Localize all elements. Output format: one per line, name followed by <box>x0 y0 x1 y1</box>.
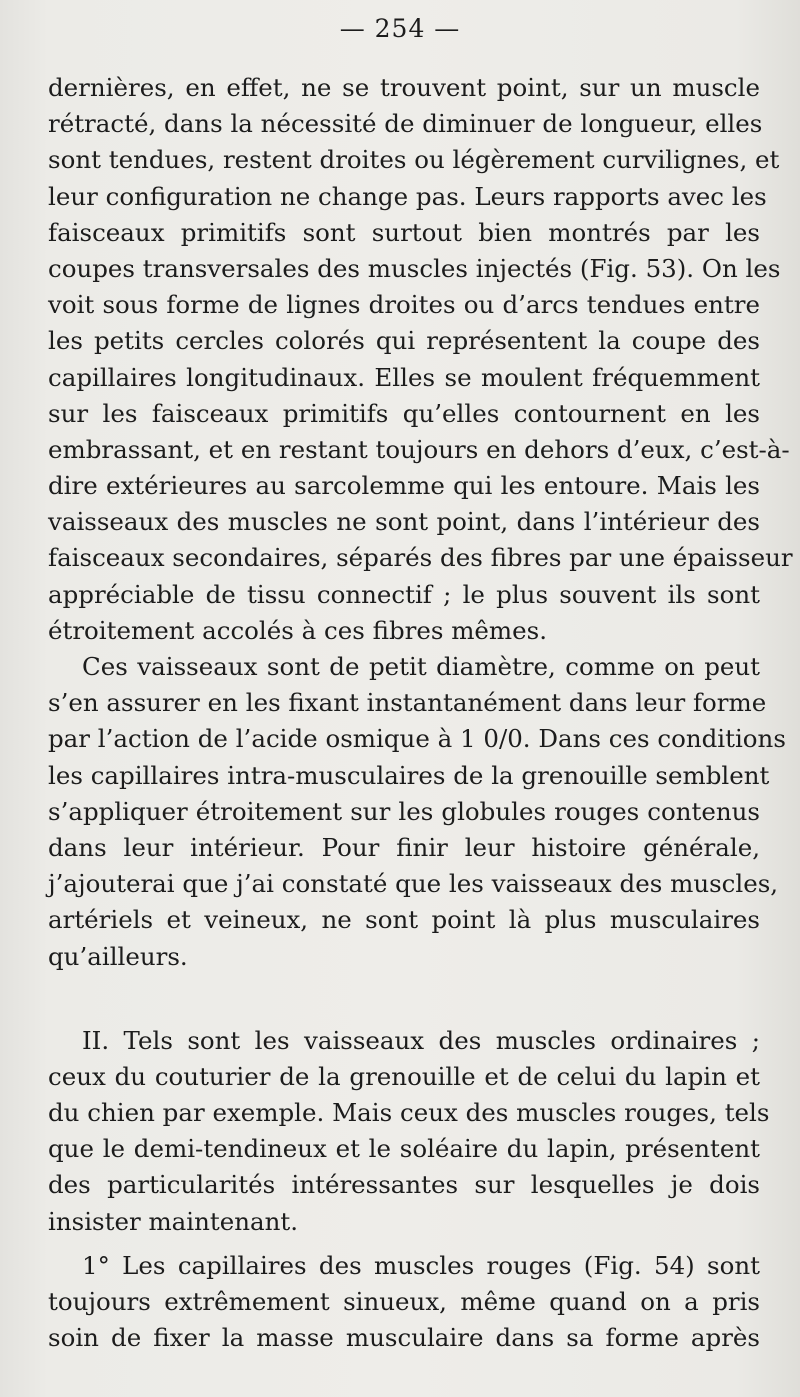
text-line: II. Tels sont les vaisseaux des muscles ordinaires ; <box>82 1025 760 1055</box>
text-line: voit sous forme de lignes droites ou d’arcs tendues entre <box>48 290 760 320</box>
text-line: appréciable de tissu connectif ; le plus souvent ils sont <box>48 579 760 609</box>
text-line: du chien par exemple. Mais ceux des muscles rouges, tels <box>48 1098 770 1128</box>
text-line: par l’action de l’acide osmique à 1 0/0. Dans ces conditions <box>48 724 786 754</box>
text-line: s’appliquer étroitement sur les globules rouges contenus <box>48 796 760 826</box>
text-line: des particularités intéressantes sur lesquelles je dois <box>48 1170 760 1200</box>
paragraph <box>48 649 786 975</box>
text-line: dans leur intérieur. Pour finir leur histoire générale, <box>48 832 760 862</box>
text-line: toujours extrêmement sinueux, même quand on a pris <box>48 1287 760 1316</box>
text-line: dire extérieures au sarcolemme qui les entoure. Mais les <box>48 471 760 501</box>
text-line: Ces vaisseaux sont de petit diamètre, comme on peut <box>82 652 760 681</box>
text-line: que le demi-tendineux et le soléaire du lapin, présentent <box>48 1134 760 1164</box>
text-line: leur configuration ne change pas. Leurs rapports avec les <box>48 181 767 211</box>
text-line: s’en assurer en les fixant instantanément dans leur forme <box>48 688 767 718</box>
text-line: sont tendues, restent droites ou légèrement curvilignes, et <box>48 145 780 175</box>
text-line: faisceaux primitifs sont surtout bien montrés par les <box>48 217 760 247</box>
text-line: j’ajouterai que j’ai constaté que les vaisseaux des muscles, <box>48 869 779 899</box>
paragraph <box>48 1248 760 1357</box>
text-line: capillaires longitudinaux. Elles se moulent fréquemment <box>48 362 760 392</box>
text-line: qu’ailleurs. <box>48 941 188 971</box>
paragraph-spacer <box>48 1240 760 1248</box>
text-line: artériels et veineux, ne sont point là plus musculaires <box>48 905 760 935</box>
text-line: sur les faisceaux primitifs qu’elles contournent en les <box>48 398 760 428</box>
paragraph <box>48 70 793 649</box>
paragraph <box>48 1023 770 1240</box>
text-line: étroitement accolés à ces fibres mêmes. <box>48 615 548 645</box>
text-line: les petits cercles colorés qui représentent la coupe des <box>48 326 760 356</box>
text-line: soin de fixer la masse musculaire dans sa forme après <box>48 1323 760 1353</box>
text-line: insister maintenant. <box>48 1206 299 1236</box>
text-line: coupes transversales des muscles injectés (Fig. 53). On les <box>48 253 781 283</box>
text-line: faisceaux secondaires, séparés des fibres par une épaisseur <box>48 543 793 573</box>
text-line: embrassant, et en restant toujours en dehors d’eux, c’est-à- <box>48 434 790 464</box>
page-number: — 254 — <box>339 14 461 43</box>
text-line: dernières, en effet, ne se trouvent point, sur un muscle <box>48 73 760 102</box>
text-line: ceux du couturier de la grenouille et de celui du lapin et <box>48 1061 760 1091</box>
text-line: rétracté, dans la nécessité de diminuer de longueur, elles <box>48 109 763 139</box>
text-line: 1° Les capillaires des muscles rouges (Fig. 54) sont <box>82 1250 760 1280</box>
text-line: les capillaires intra-musculaires de la grenouille semblent <box>48 760 770 790</box>
section-spacer <box>48 975 760 1023</box>
text-line: vaisseaux des muscles ne sont point, dans l’intérieur des <box>48 507 760 537</box>
text-block <box>48 70 793 1356</box>
